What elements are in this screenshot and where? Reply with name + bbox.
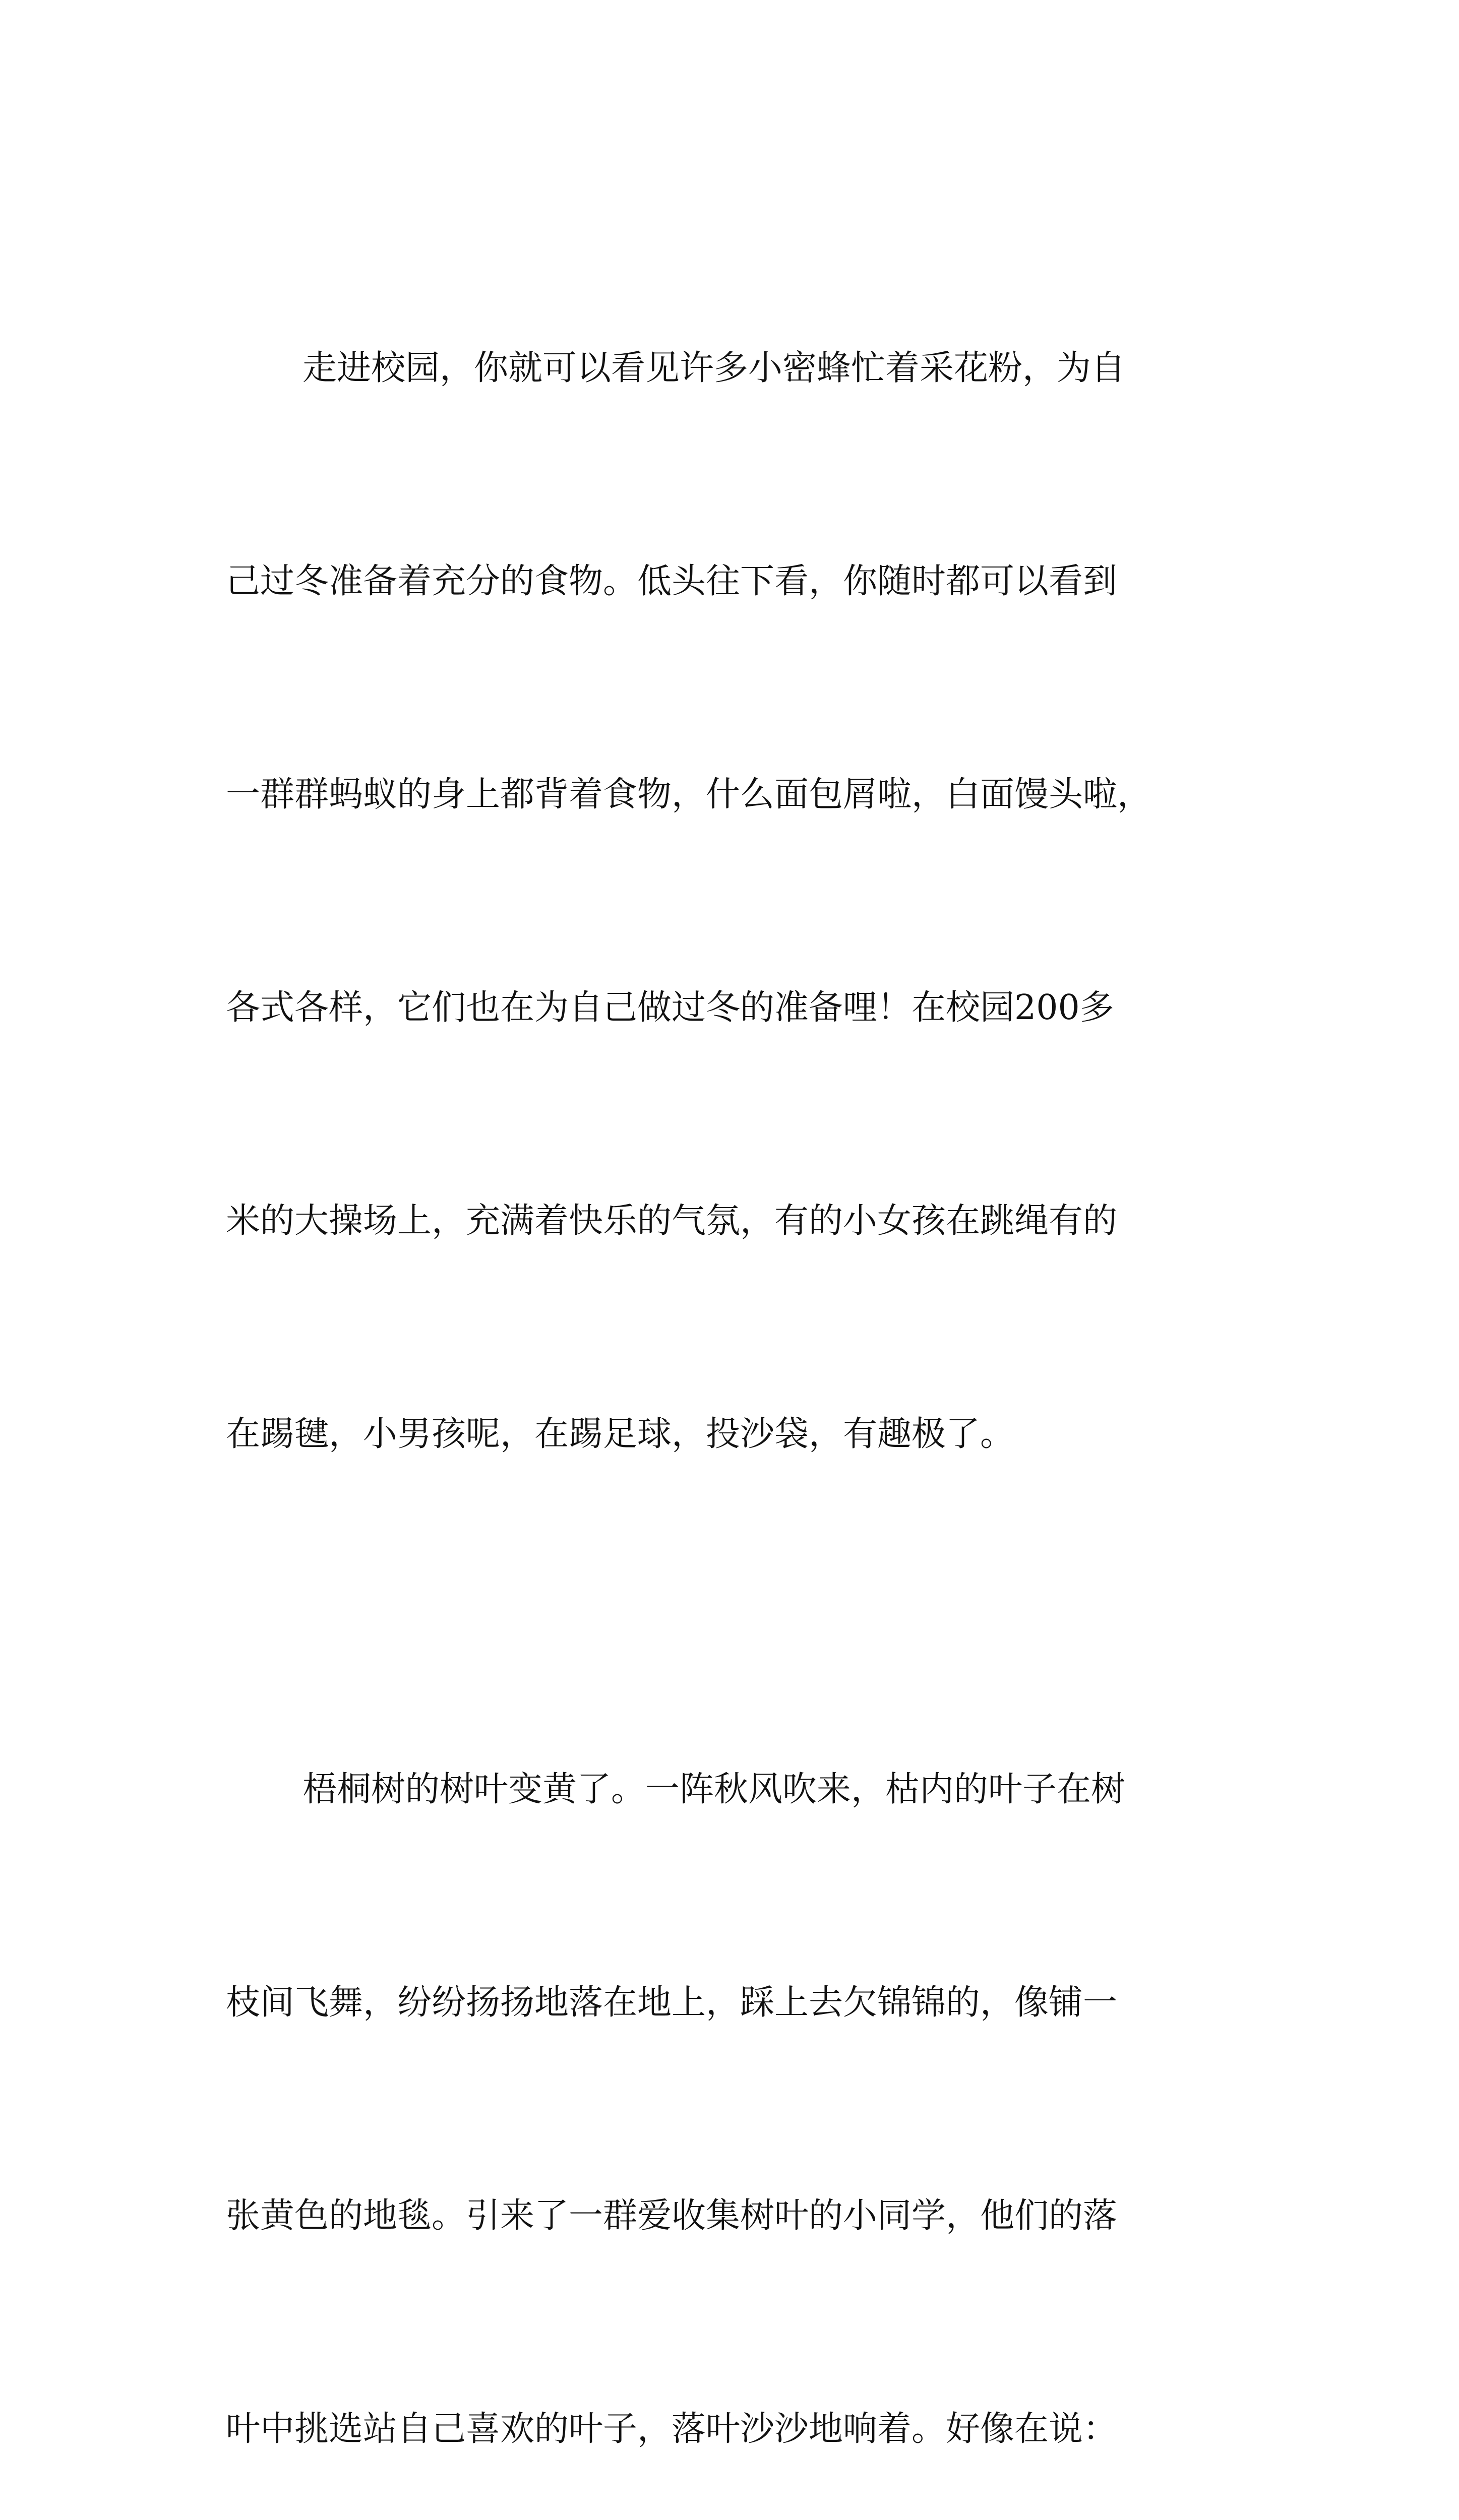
text-line: 各式各样，它们也在为自己做过冬的准备哩！在校园200多: [226, 988, 1114, 1028]
text-line: 米的大操场上，充满着快乐的气氛，有的小女孩在跳绳有的: [226, 1201, 1118, 1241]
paragraph-1: [226, 191, 1239, 1612]
document-body: [226, 191, 1239, 2520]
text-line: 走进校园，你就可以看见许多小密蜂忙着采花粉，为自: [302, 348, 1126, 388]
text-line: 己过冬准备着充分的食物。低头往下看，你随时都可以看到: [226, 561, 1118, 601]
text-line: 枝间飞舞，纷纷扬扬地落在地上，踩上去欠锦锦的，像铺一: [226, 1983, 1118, 2023]
text-line: 梧桐树的树叶变黄了。一阵秋风吹来，枯内的叶子在树: [302, 1770, 1126, 1809]
text-line: 叶中挑选站自己喜欢的叶子，落叶沙沙地响着。好像在说：: [226, 2409, 1118, 2449]
text-line: 张黄色的地毯。引来了一群爱收集树叶的小同学，他们的落: [226, 2196, 1118, 2236]
paragraph-2: [226, 1612, 1239, 2520]
text-line: 一群群蚂蚁的身上都背着食物，什么面包屑啦，白面馒头啦，: [226, 775, 1152, 814]
text-line: 在踢毽，小男孩呢，在踢足球，投沙袋，有趣极了。: [226, 1414, 1015, 1454]
